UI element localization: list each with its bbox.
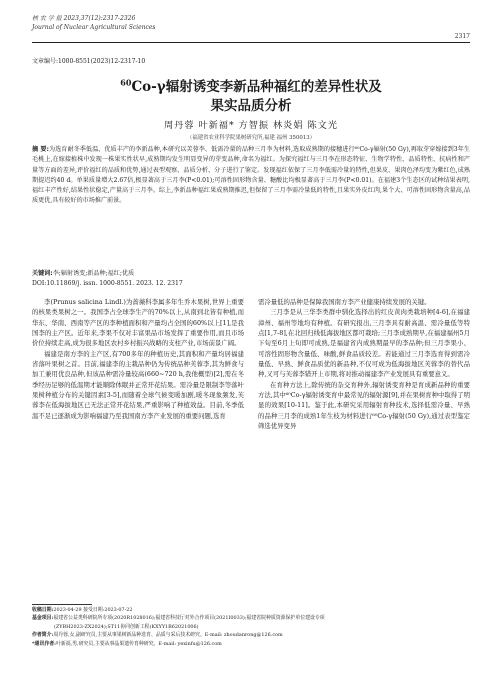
author-bio-label: 作者简介: [32,632,54,639]
fund-label: 基金项目: [32,615,54,622]
journal-name-cn: 核 农 学 报 2023,37(12):2317-2326 [32,15,136,22]
body-column-right [258,297,470,431]
keywords [32,268,470,277]
body-paragraph: 在育种方法上,除传统的杂交育种外,辐射诱变育种是育成新品种的重要方法,其中⁶⁰Co-γ辐射诱变育中最常见的辐射源[9],并在果树育种中取得了明显的效果[10-11]。鉴于此,本研究采用辐射育种技术,选择低需冷量、早熟的品种三月李的成熟1年生枝为材料进行⁶⁰Co-γ辐射(50 Gy),通过表型鉴定筛选优异变异 [258,380,470,431]
keywords-text: 李;辐射诱变;新品种;福红;优质 [52,270,135,277]
header-rule [32,42,470,43]
received-label: 收稿日期: [32,607,54,613]
body-paragraph: 福建是南方李的主产区,有700多年的种植历史,其面积和产量均居福建省落叶果树之首。目前,福建李的主栽品种仍为传统品种芙蓉李,其为鲜食与加工兼用优良品种,但该品种需冷量较高(660~720 h,我他概型)[2],需在冬季经历足够的低温期才能顺除体眠并正常开花结果。需冷量是限制李等落叶果树种植分布的关键因素[3-5],而随着全球气候变暖加剧,暖冬现象频发,芙蓉李在低海拔地区已无法正常开花结果,严重影响了种植效益。目前,冬季低温不足已逐渐成为影响福建乃至我国南方李产业发展的重要问题,选育 [32,349,244,420]
journal-name-en: Journal of Nuclear Agricultural Sciences [32,24,156,31]
footnote-rule [32,604,92,605]
page-number: 2317 [454,33,470,40]
doi: DOI:10.11869/j. issn. 1000-8551. 2023. 12. 2317 [32,280,183,287]
body-paragraph: 三月李是从三华李类群中驯化选择出的红皮黄肉类栽培种[4-6],在福建漳州、福州等地均有种植。有研究报出,三月李具有耐高温、需冷量低等特点[1,7-8],在北回归线低海拔地区都可栽培;三月李成熟期早,在福建福州5月下旬至6月上旬即可成熟,是福建省内成熟期最早的李品种;但三月李果小、可溶性固形物含量低、味酸,鲜食品质较差。若能通过三月李选育得到需冷量低、早熟、鲜食品质优的新品种,不仅可成为低海拔地区芙蓉李的替代品种,又可与芙蓉李错开上市期,将对推动福建李产业发展具有重要意义。 [258,308,470,379]
article-id: 文章编号:1000-8551(2023)12-2317-10 [32,58,146,65]
paper-title [32,78,470,116]
corresponding-author: 叶新福,男,研究员,主要从事晶果遗传育种研究。E-mail: yexinfu@126.com [55,640,222,647]
body-paragraph: 李(Prunus salicina Lindl.)为蔷薇科李属多年生乔木果树,世界上重要的核果类果树之一。我国李占全球李生产的70%以上,从南到北皆有种植,而华东、华南、西南等产区的李种植面积和产量均占全国的60%以上[1],是我国李的主产区。近年来,李果不仅对丰富果品市场发挥了重要作用,而且市场价位持续走高,成为很多地区农村乡村振兴战略的支柱产业,市场前景广阔。 [32,298,244,348]
corresponding-label: *通讯作者: [32,640,56,647]
title-line-1: Co-γ辐射诱变李新品种福红的差异性状及 [131,79,382,95]
abstract [32,145,470,207]
abstract-text: 为选育耐冬季低温、优质丰产的李新品种,本研究以芙蓉李、低需冷量的品种三月李为材料,选取成熟期的接穗进行⁶⁰Co-γ辐射(50 Gy),再取芽穿嫁接到3年生毛桃上,在嫁接植株中发现一株果实性状早,成熟期均发生明显变异的芽变品种,命名为福红。为探究福红与三月李在形态特征、生物学特性、品质特性、抗病性和产量等方面的差异,评价福红的品质和优势,通过表型观察、品质分析、分子进行了鉴定。发现福红依保了三月李低需冷量的特性,但果皮、果肉色泽均变为紫红色,成熟期提迟约40 d。单果质量增大2.67倍,极显著高于三月李(P<0.01);可溶性固形物含量、糖酸比均极显著高于三月李(P<0.01)。在福建3个生态区的试种结果表明,福红丰产性好,结果性状稳定,产量高于三月李。综上,李新品种福红果成熟期推迟,但保留了三月李需冷量低的特性,且果实外皮红肉,果个大、可溶性固形物含量高,品质更优,具有较好的市场推广前景。 [32,146,470,205]
received-dates: 2023-04-29 接受日期:2023-07-22 [53,607,133,613]
title-line-2: 果实品质分析 [210,98,292,114]
body-column-left [32,297,244,421]
journal-header [32,14,156,32]
title-superscript: 60 [120,77,132,88]
author-bio: 周丹蓉,女,副研究员,主要从事果树新品种选育、品质与采后技术研究。E-mail: zhoudanrong@126.com [53,632,283,639]
affiliation: （福建省农业科学院果树研究所,福建 福州 350013） [186,135,316,141]
fund-text-1: 福建省公益类科研院所专项(2020R1028016);福建省科技厅对外合作项目(2021I0033);福建省院种质资源保护单位建设专项 [53,615,325,622]
fund-text-2: (ZYBH2023-ZX2024);ST11协同创新工程(KXYY1B62021006) [54,623,199,630]
abstract-label: 摘 要: [32,146,49,153]
body-paragraph: 需冷量低的品种是保障我国南方李产业健康持续发展的关键。 [258,298,431,306]
keywords-label: 关键词: [32,270,53,277]
footnotes [32,606,470,648]
author-list: 周丹蓉 叶新福* 方智振 林炎娟 陈文光 [163,120,339,131]
